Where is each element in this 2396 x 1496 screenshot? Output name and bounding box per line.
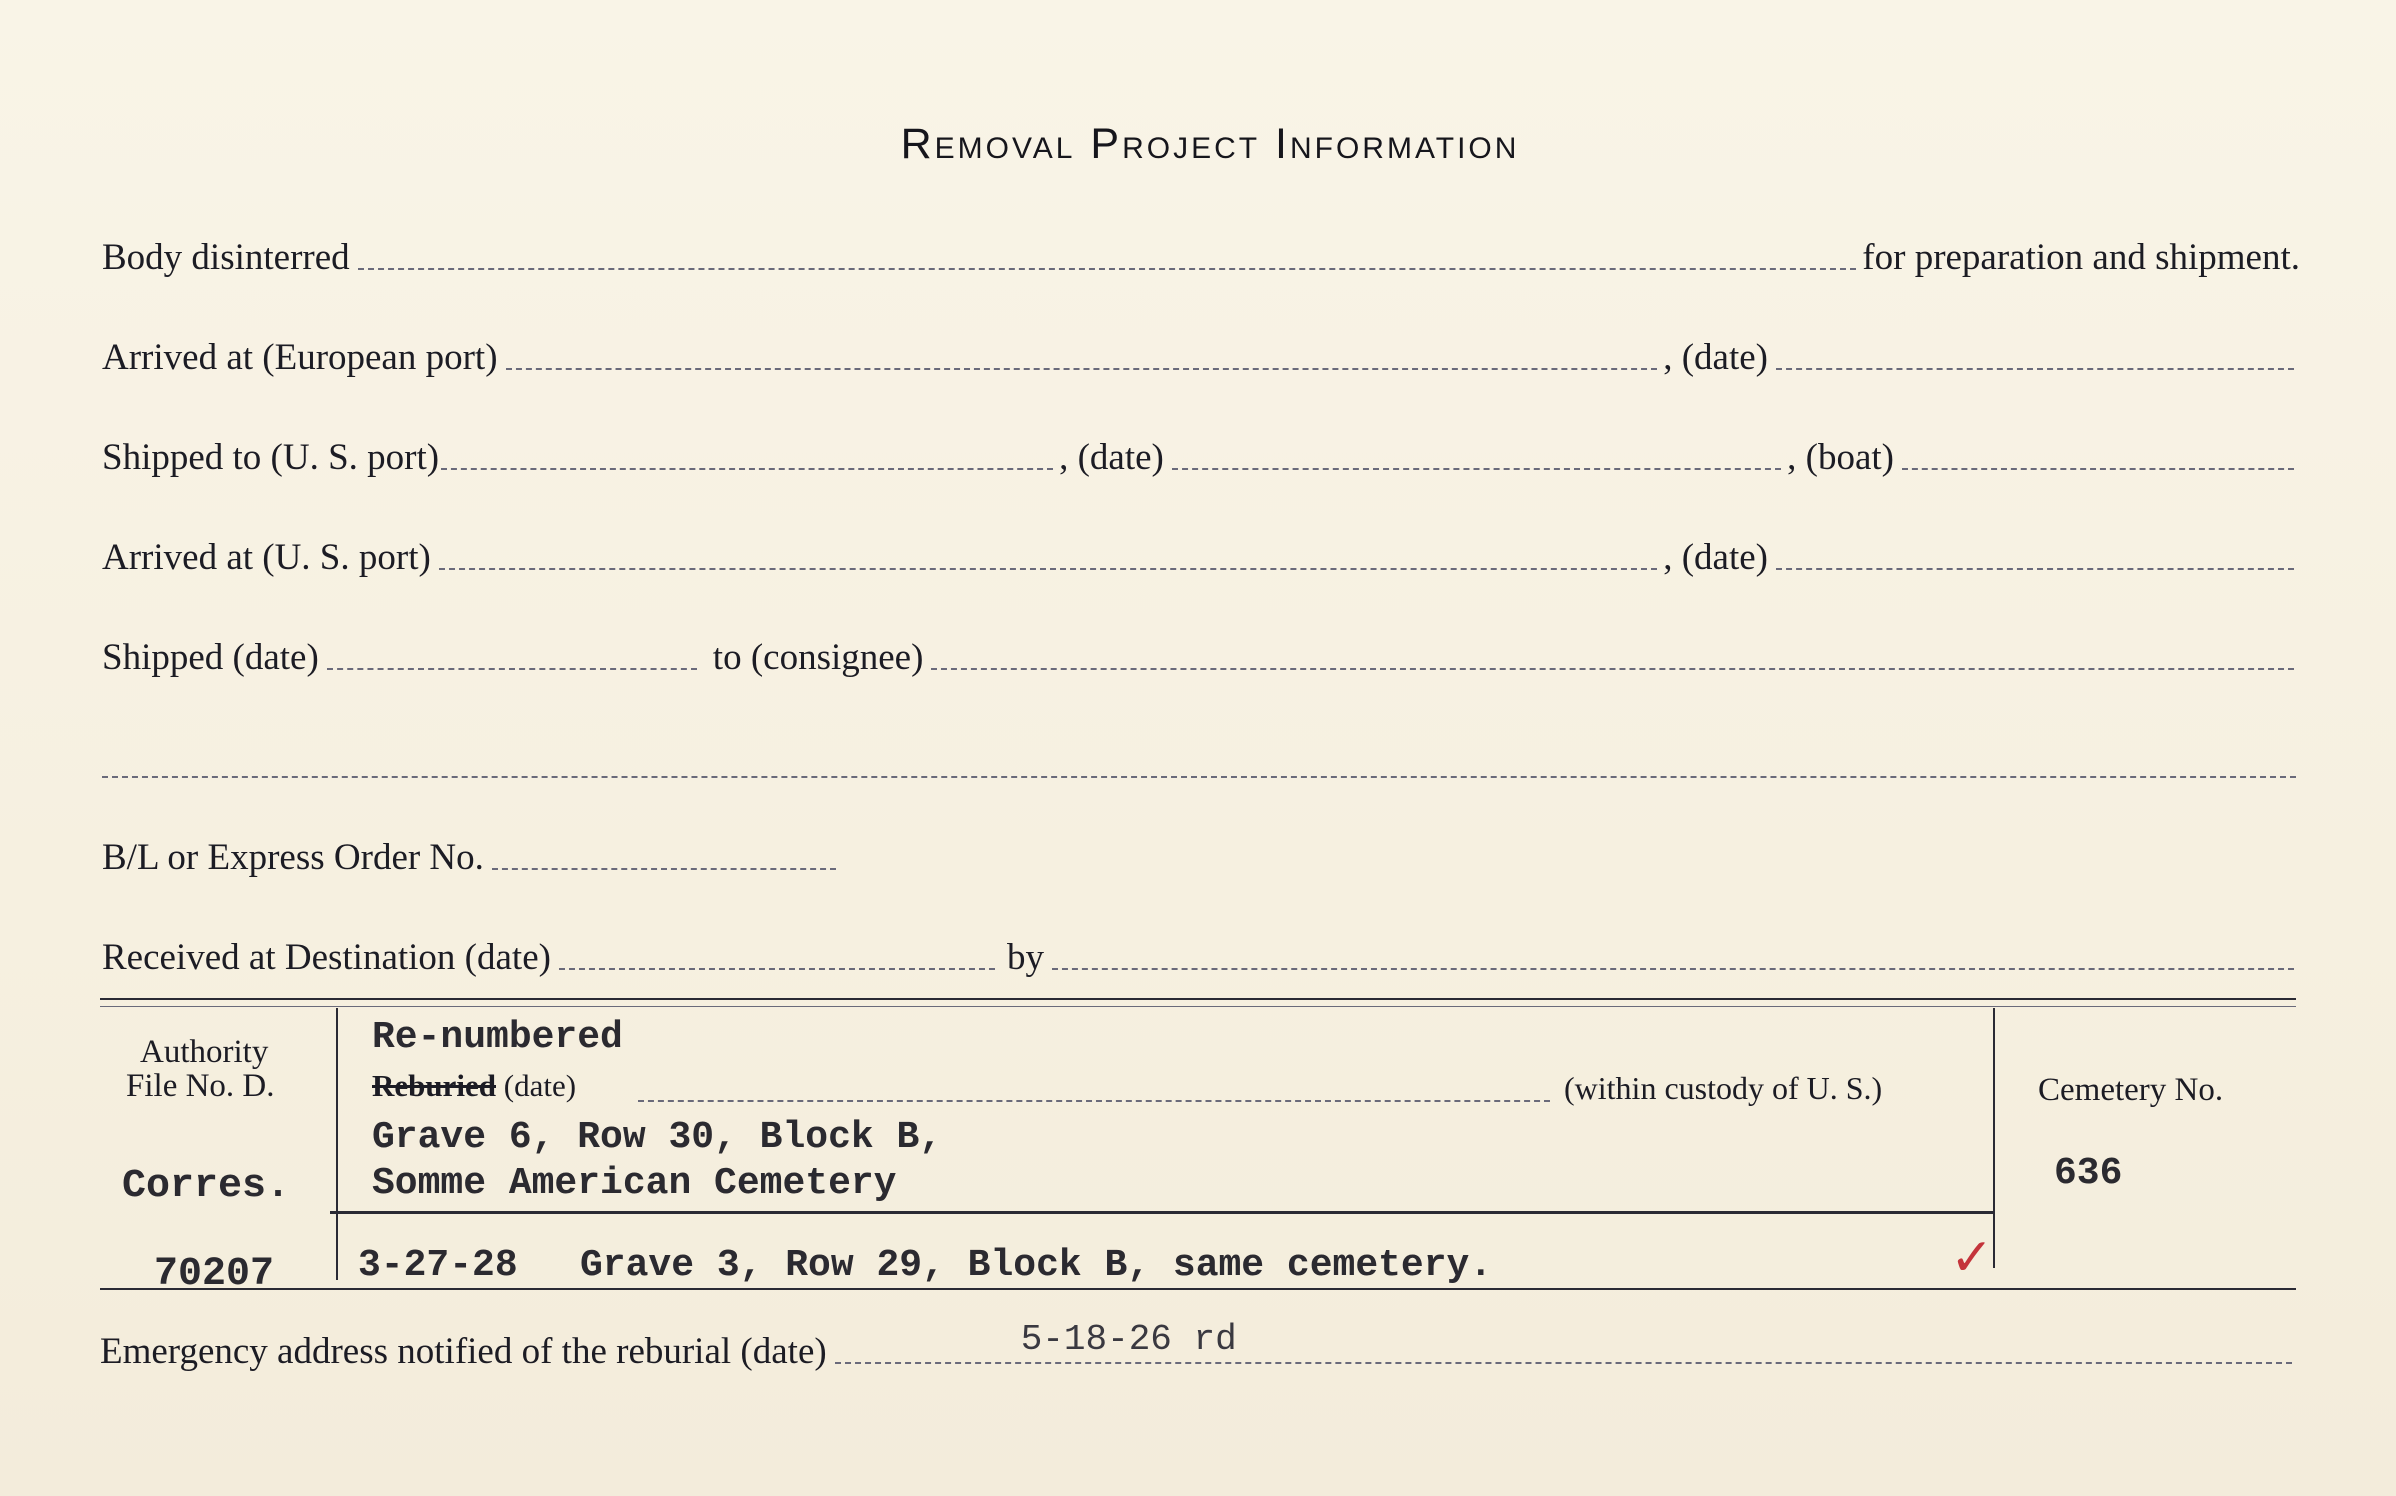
received-date-field[interactable] xyxy=(559,968,995,970)
reburied-struck-word: Reburied xyxy=(372,1068,496,1103)
shipped-us-port-label: Shipped to (U. S. port) xyxy=(102,437,440,478)
shipped-date-label: Shipped (date) xyxy=(102,637,319,678)
reburied-date-label: (date) xyxy=(503,1068,577,1103)
box-top-rule-thin xyxy=(100,1006,2296,1007)
authority-label: Authority xyxy=(140,1034,269,1070)
row-body-disinterred xyxy=(102,236,2300,279)
consignee-continuation-field[interactable] xyxy=(102,776,2296,778)
shipped-us-boat-label: , (boat) xyxy=(1787,437,1894,478)
european-port-label: Arrived at (European port) xyxy=(102,337,498,378)
cemetery-no-label: Cemetery No. xyxy=(2038,1072,2224,1108)
box-left-divider xyxy=(336,1008,338,1280)
emergency-label: Emergency address notified of the reburial (date) xyxy=(100,1331,827,1372)
entry-date: 3-27-28 xyxy=(358,1244,518,1287)
row-shipped-date xyxy=(102,636,2300,679)
row-received-destination xyxy=(102,936,2300,979)
shipped-us-port-field[interactable] xyxy=(441,468,1053,470)
shipped-date-field[interactable] xyxy=(327,668,697,670)
check-mark-icon: ✓ xyxy=(1950,1228,1994,1288)
consignee-label: to (consignee) xyxy=(712,637,924,678)
arrived-us-port-field[interactable] xyxy=(439,568,1657,570)
european-date-label: , (date) xyxy=(1663,337,1768,378)
arrived-us-date-label: , (date) xyxy=(1663,537,1768,578)
custody-label: (within custody of U. S.) xyxy=(1564,1070,1883,1106)
received-by-field[interactable] xyxy=(1052,968,2294,970)
file-number: 70207 xyxy=(154,1252,275,1297)
shipped-us-date-label: , (date) xyxy=(1059,437,1164,478)
shipped-us-date-field[interactable] xyxy=(1172,468,1781,470)
bl-order-label: B/L or Express Order No. xyxy=(102,837,484,878)
bl-order-field[interactable] xyxy=(492,868,836,870)
body-disinterred-label: Body disinterred xyxy=(102,237,350,278)
european-port-field[interactable] xyxy=(506,368,1658,370)
card-title: Removal Project Information xyxy=(900,120,1520,168)
box-bottom-rule xyxy=(100,1288,2296,1290)
cemetery-number: 636 xyxy=(2054,1152,2123,1195)
grave-line-2: Somme American Cemetery xyxy=(372,1162,897,1205)
body-disinterred-field[interactable] xyxy=(358,268,1857,270)
reburied-struck-label xyxy=(372,1068,576,1104)
emergency-date-field[interactable] xyxy=(835,1319,2292,1364)
received-destination-label: Received at Destination (date) xyxy=(102,937,551,978)
row-arrived-us-port xyxy=(102,536,2300,579)
european-date-field[interactable] xyxy=(1776,368,2294,370)
arrived-us-date-field[interactable] xyxy=(1776,568,2294,570)
reburied-date-field[interactable] xyxy=(638,1100,1550,1102)
row-shipped-us-port xyxy=(102,436,2300,479)
arrived-us-port-label: Arrived at (U. S. port) xyxy=(102,537,431,578)
renumbered-text: Re-numbered xyxy=(372,1016,623,1059)
emergency-date-value: 5-18-26 rd xyxy=(1020,1319,1237,1360)
preparation-shipment-text: for preparation and shipment. xyxy=(1862,237,2300,278)
row-european-port xyxy=(102,336,2300,379)
grave-line-1: Grave 6, Row 30, Block B, xyxy=(372,1116,943,1159)
entry-text: Grave 3, Row 29, Block B, same cemetery. xyxy=(580,1244,1493,1287)
consignee-field[interactable] xyxy=(931,668,2294,670)
corres-label: Corres. xyxy=(122,1164,291,1209)
file-no-label: File No. D. xyxy=(126,1068,275,1104)
received-by-label: by xyxy=(1006,937,1044,978)
row-bl-order xyxy=(102,836,1002,879)
box-inner-rule xyxy=(330,1211,1994,1214)
row-emergency-address xyxy=(100,1319,2298,1373)
box-top-rule xyxy=(100,998,2296,1000)
shipped-us-boat-field[interactable] xyxy=(1902,468,2294,470)
